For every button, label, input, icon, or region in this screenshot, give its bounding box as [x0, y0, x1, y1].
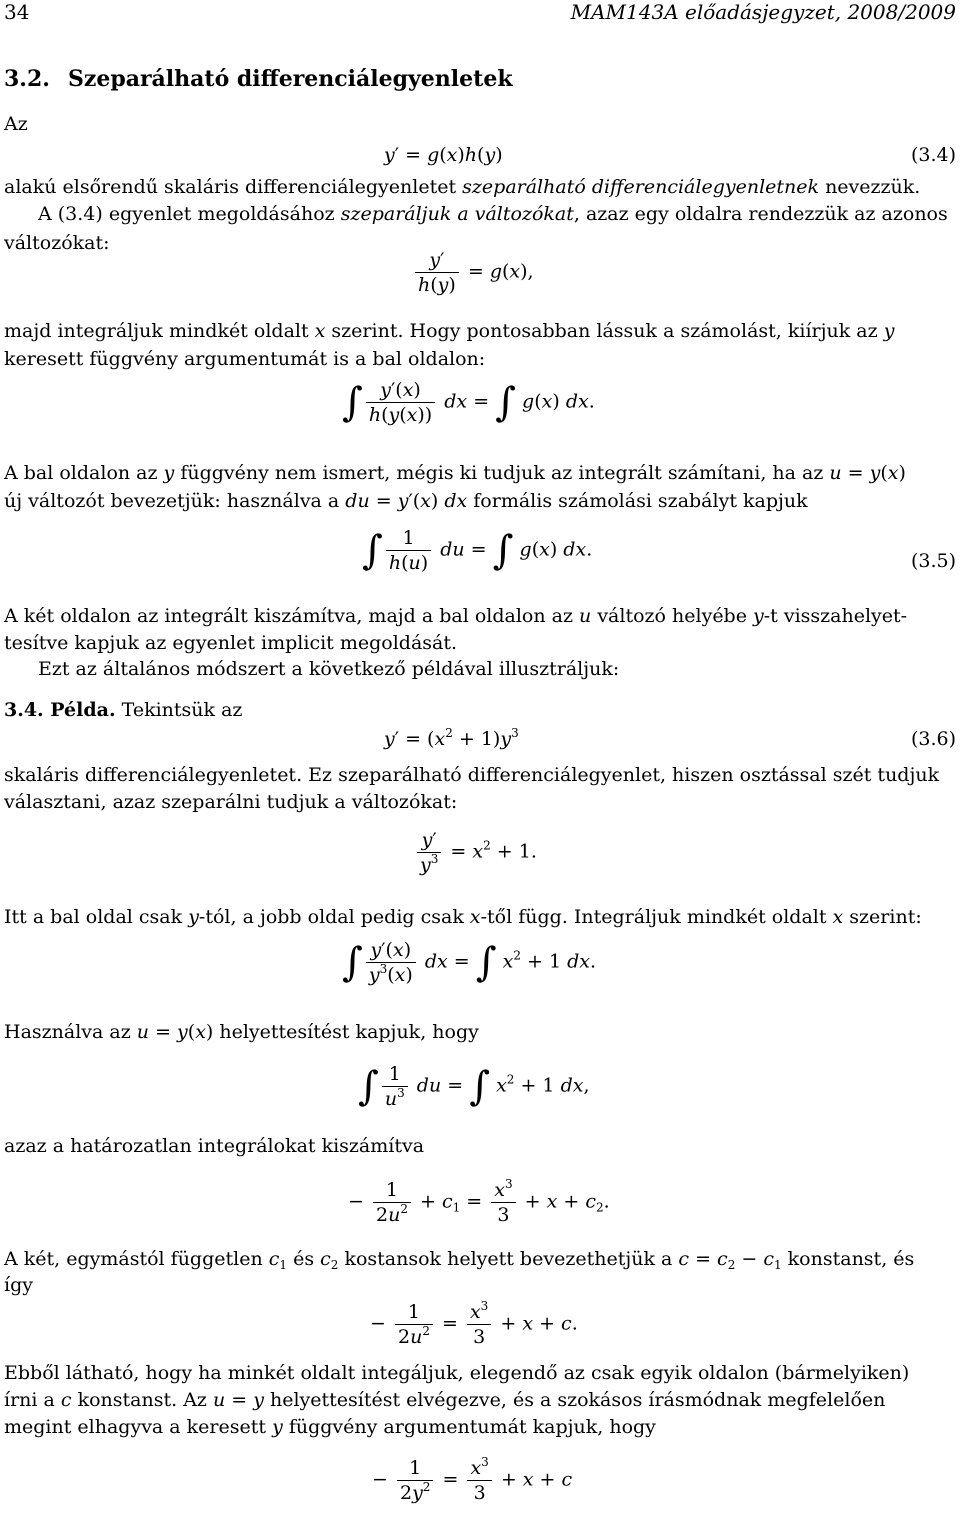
equation-3-4: y′ = g(x)h(y) [384, 144, 503, 166]
section-title: Szeparálható differenciálegyenletek [67, 66, 513, 92]
example-heading [4, 697, 956, 723]
paragraph-implicit-cont [4, 630, 956, 656]
paragraph-conclusion [4, 1360, 956, 1386]
text: Ebből látható, hogy ha minkét oldalt integáljuk, elegendő az csak egyik oldalon (bármelyiken) [4, 1362, 910, 1384]
equation-3-5: ∫ $\frac{1}{h(u)}$ du = ∫ g(x) dx. [362, 527, 593, 574]
text: Tekintsük az [115, 699, 243, 721]
text: -től függ. Integráljuk mindkét oldalt [480, 906, 833, 928]
paragraph-constants-cont [4, 1272, 956, 1298]
paragraph-substitution-cont: új változót bevezetjük: használva a du = y′(x) dx formális számolási szabályt kapjuk [4, 490, 808, 512]
paragraph-substitution-example: Használva az u = y(x) helyettesítést kapjuk, hogy [4, 1021, 479, 1043]
paragraph-definition [4, 174, 956, 200]
text: keresett függvény argumentumát is a bal oldalon: [4, 348, 486, 370]
paragraph-dependency: Itt a bal oldal csak y-tól, a jobb oldal pedig csak x-től függ. Integráljuk mindkét oldalt x szerint: [4, 906, 922, 928]
text: új változót bevezetjük: használva a [4, 490, 346, 512]
text: függvény nem ismert, mégis ki tudjuk az integrált számítani, ha az [174, 462, 830, 484]
paragraph-separable-cont [4, 789, 956, 815]
text: nevezzük. [819, 176, 921, 198]
text: tesítve kapjuk az egyenlet implicit megoldását. [4, 632, 458, 654]
equation-result-1: − $\frac{1}{2u^2}$ + $c_1$ = $\frac{x^3}{3}$ + $x + c_2$. [348, 1177, 610, 1226]
text: A két, egymástól független [4, 1248, 269, 1270]
equation-separated-example: $\frac{y'}{y^3}$ = $x^2 + 1$. [414, 828, 537, 877]
text: alakú elsőrendű skaláris differenciálegyenletet [4, 176, 463, 198]
paragraph-separable [4, 762, 956, 788]
text: A (3.4) egyenlet megoldásához [38, 203, 341, 225]
text: változókat: [4, 232, 110, 254]
paragraph-method [4, 201, 956, 227]
running-title: MAM143A előadásjegyzet, 2008/2009 [570, 0, 956, 24]
paragraph-intro [4, 111, 956, 137]
paragraph-constants: A két, egymástól független $c_1$ és $c_2$ kostansok helyett bevezethetjük a $c = c_2 - c_1$ konstanst, és [4, 1248, 915, 1272]
text: Itt a bal oldal csak [4, 906, 189, 928]
equation-final: − $\frac{1}{2y^2}$ = $\frac{x^3}{3}$ + x + c [372, 1455, 573, 1504]
text: -t visszahelyet- [763, 605, 908, 627]
equation-integral-3: ∫ $\frac{1}{u^3}$ du = ∫ $x^2 + 1$ dx, [358, 1063, 590, 1110]
paragraph-example-intro [4, 656, 956, 682]
paragraph-conclusion-3: megint elhagyva a keresett y függvény argumentumát kapjuk, hogy [4, 1416, 656, 1438]
emphasis: szeparáljuk a változókat [340, 203, 574, 225]
text: skaláris differenciálegyenletet. Ez szeparálható differenciálegyenlet, hiszen osztással szét tudjuk [4, 764, 940, 786]
section-heading [4, 66, 513, 92]
text: így [4, 1274, 33, 1296]
text: formális számolási szabályt kapjuk [467, 490, 808, 512]
text: konstanst. Az [71, 1389, 213, 1411]
text: -tól, a jobb oldal pedig csak [198, 906, 470, 928]
equation-separated: $\frac{y'}{h(y)}$ = g(x), [412, 248, 534, 297]
text: megint elhagyva a keresett [4, 1416, 273, 1438]
text: írni a [4, 1389, 61, 1411]
text: Ezt az általános módszert a következő példával illusztráljuk: [38, 658, 620, 680]
paragraph-compute [4, 1133, 956, 1159]
paragraph-substitution: A bal oldalon az y függvény nem ismert, mégis ki tudjuk az integrált számítani, ha az u = y(x) [4, 462, 906, 484]
text: A bal oldalon az [4, 462, 164, 484]
text: A két oldalon az integrált kiszámítva, majd a bal oldalon az [4, 605, 580, 627]
text: választani, azaz szeparálni tudjuk a változókat: [4, 791, 458, 813]
equation-integral-2: ∫ $\frac{y'(x)}{y^3(x)}$ dx = ∫ $x^2 + 1$ dx. [342, 939, 597, 986]
text: Az [4, 113, 28, 135]
equation-label: (3.6) [910, 728, 956, 750]
text: , azaz egy oldalra rendezzük az azonos [573, 203, 948, 225]
text: helyettesítést elvégezve, és a szokásos írásmódnak megfelelően [263, 1389, 886, 1411]
text: helyettesítést kapjuk, hogy [213, 1021, 479, 1043]
text: függvény argumentumát kapjuk, hogy [282, 1416, 656, 1438]
text: Használva az [4, 1021, 137, 1043]
text: konstanst, és [781, 1248, 915, 1270]
equation-label: (3.4) [910, 144, 956, 166]
example-label: 3.4. Példa. [4, 699, 116, 721]
equation-3-6: $y' = (x^2 + 1)y^3$ [384, 726, 519, 750]
text: változó helyébe [591, 605, 754, 627]
text: szerint. Hogy pontosabban lássuk a számolást, kiírjuk az [325, 320, 884, 342]
text: kostansok helyett bevezethetjük a [338, 1248, 679, 1270]
equation-label: (3.5) [910, 550, 956, 572]
text: azaz a határozatlan integrálokat kiszámítva [4, 1135, 425, 1157]
paragraph-integrate-cont [4, 346, 956, 372]
equation-integral-1: ∫ $\frac{y'(x)}{h(y(x))}$ dx = ∫ g(x) dx. [342, 379, 595, 426]
emphasis: szeparálható differenciálegyenletnek [462, 176, 820, 198]
text: szerint: [843, 906, 922, 928]
page-number: 34 [4, 0, 30, 24]
paragraph-integrate: majd integráljuk mindkét oldalt x szerint. Hogy pontosabban lássuk a számolást, kiírjuk az y [4, 320, 895, 342]
text: majd integráljuk mindkét oldalt [4, 320, 315, 342]
paragraph-conclusion-2: írni a c konstanst. Az u = y helyettesítést elvégezve, és a szokásos írásmódnak megfelelően [4, 1389, 886, 1411]
equation-result-2: − $\frac{1}{2u^2}$ = $\frac{x^3}{3}$ + x + c. [370, 1299, 578, 1348]
paragraph-implicit: A két oldalon az integrált kiszámítva, majd a bal oldalon az u változó helyébe y-t visszahelyet- [4, 605, 908, 627]
text: és [287, 1248, 321, 1270]
section-number: 3.2. [4, 66, 50, 92]
